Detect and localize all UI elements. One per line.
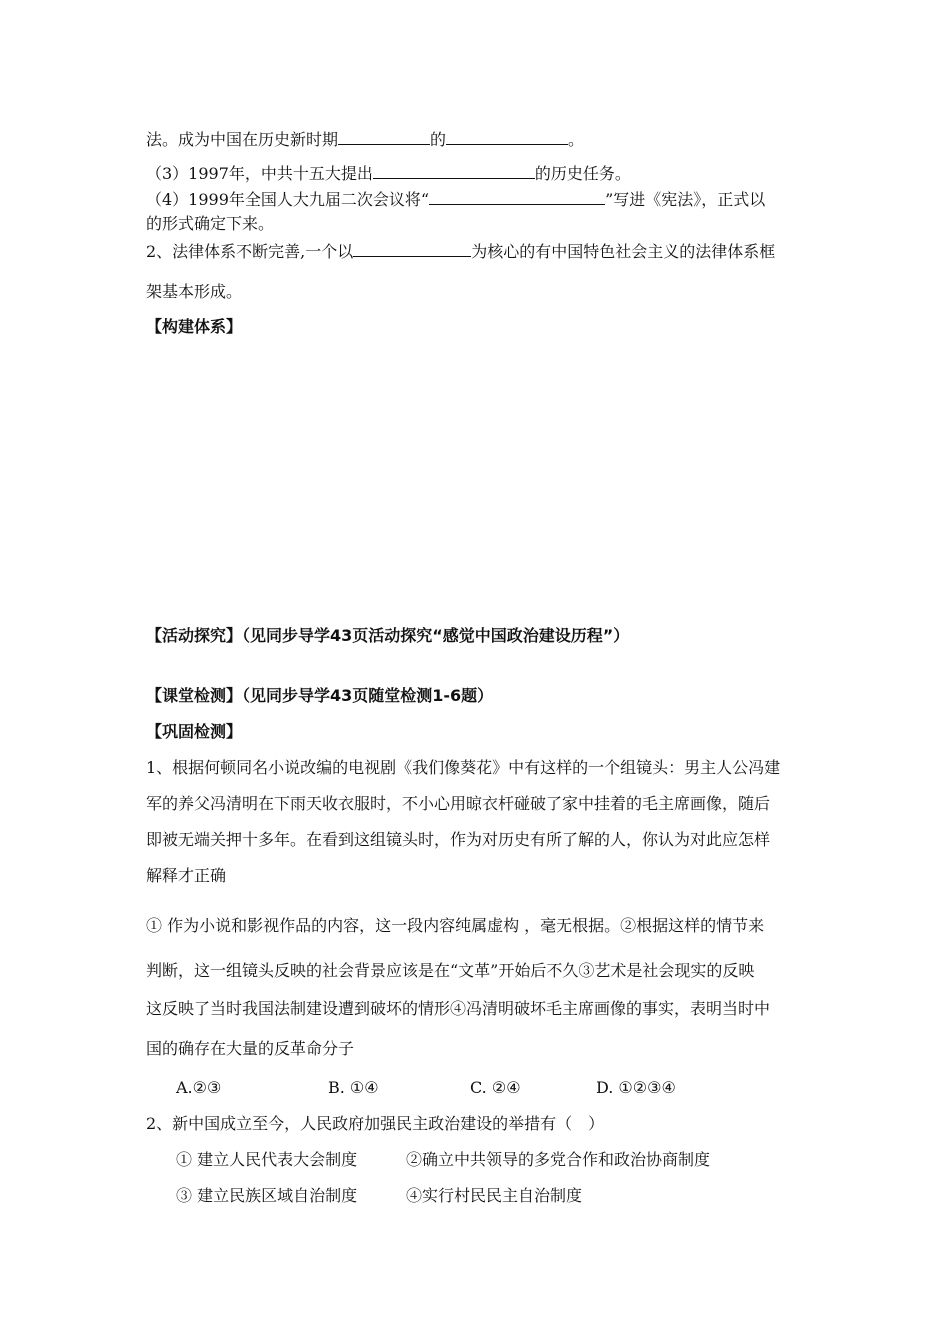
q1-line: 即被无端关押十多年。在看到这组镜头时，作为对历史有所了解的人，你认为对此应怎样 bbox=[146, 830, 771, 849]
blank-field[interactable] bbox=[338, 128, 430, 145]
text: 的 bbox=[430, 130, 447, 149]
q2-option-3[interactable]: ③ 建立民族区域自治制度 bbox=[176, 1186, 358, 1205]
fill-line-3 bbox=[146, 188, 765, 210]
blank-field[interactable] bbox=[446, 128, 568, 145]
text: 2、法律体系不断完善,一个以 bbox=[146, 242, 354, 261]
fill-line-6: 架基本形成。 bbox=[146, 282, 243, 301]
q2-option-2[interactable]: ②确立中共领导的多党合作和政治协商制度 bbox=[406, 1150, 711, 1169]
text: 为核心的有中国特色社会主义的法律体系框 bbox=[471, 242, 776, 261]
q1-option-d[interactable]: D. ①②③④ bbox=[596, 1078, 676, 1097]
q2-stem: 2、新中国成立至今，人民政府加强民主政治建设的举措有（ ） bbox=[146, 1114, 605, 1133]
q2-option-1[interactable]: ① 建立人民代表大会制度 bbox=[176, 1150, 358, 1169]
text: ”写进《宪法》，正式以 bbox=[605, 190, 766, 209]
q1-option-b[interactable]: B. ①④ bbox=[328, 1078, 379, 1097]
q1-option-a[interactable]: A.②③ bbox=[176, 1078, 222, 1097]
q1-line: 解释才正确 bbox=[146, 866, 227, 885]
blank-field[interactable] bbox=[373, 162, 535, 179]
fill-line-1 bbox=[146, 128, 584, 150]
text: （4）1999年全国人大九届二次会议将“ bbox=[146, 190, 430, 209]
heading-activity: 【活动探究】（见同步导学43页活动探究“感觉中国政治建设历程”） bbox=[146, 626, 630, 645]
q1-line: 国的确存在大量的反革命分子 bbox=[146, 1039, 355, 1058]
q1-line: 军的养父冯清明在下雨天收衣服时，不小心用晾衣杆碰破了家中挂着的毛主席画像，随后 bbox=[146, 794, 771, 813]
q1-line: 这反映了当时我国法制建设遭到破坏的情形④冯清明破坏毛主席画像的事实，表明当时中 bbox=[146, 999, 771, 1018]
heading-class-check: 【课堂检测】（见同步导学43页随堂检测1-6题） bbox=[146, 686, 494, 705]
text: 。 bbox=[568, 130, 585, 149]
fill-line-4: 的形式确定下来。 bbox=[146, 214, 275, 233]
q2-option-4[interactable]: ④实行村民民主自治制度 bbox=[406, 1186, 583, 1205]
text: 法。成为中国在历史新时期 bbox=[146, 130, 339, 149]
blank-field[interactable] bbox=[353, 240, 471, 257]
fill-line-2 bbox=[146, 162, 631, 184]
blank-field[interactable] bbox=[429, 188, 605, 205]
fill-line-5 bbox=[146, 240, 775, 262]
q1-line: 1、根据何顿同名小说改编的电视剧《我们像葵花》中有这样的一个组镜头：男主人公冯建 bbox=[146, 758, 781, 777]
q1-option-c[interactable]: C. ②④ bbox=[470, 1078, 521, 1097]
heading-consolidate: 【巩固检测】 bbox=[146, 722, 243, 741]
text: 的历史任务。 bbox=[534, 164, 631, 183]
q1-line: ① 作为小说和影视作品的内容，这一段内容纯属虚构 ，毫无根据。②根据这样的情节来 bbox=[146, 916, 765, 935]
q1-line: 判断，这一组镜头反映的社会背景应该是在“文革”开始后不久③艺术是社会现实的反映 bbox=[146, 961, 755, 980]
heading-build-system: 【构建体系】 bbox=[146, 317, 243, 336]
text: （3）1997年，中共十五大提出 bbox=[146, 164, 373, 183]
